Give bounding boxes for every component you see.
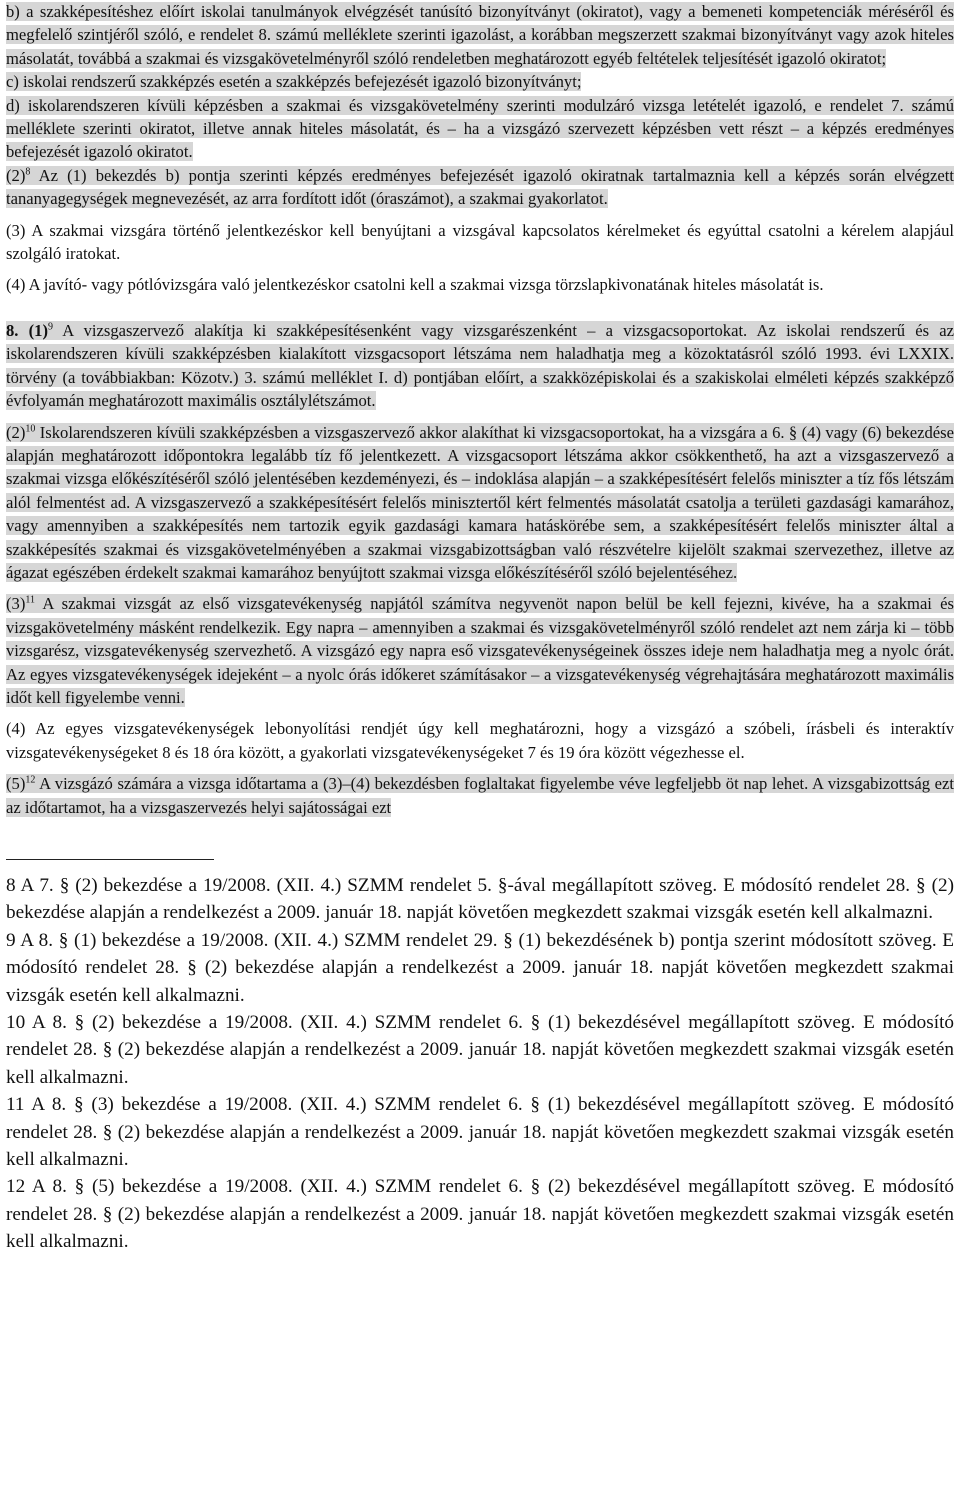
paragraph-text: Iskolarendszeren kívüli szakképzésben a vizsgaszervező akkor alakíthat ki vizsgacsoportokat, ha a vizsgára a 6. § (4) vagy (6) bekezdése alapján meghatározott időpontokra legalább tíz fő jelentkezett. A vizsgacsoport létszáma akkor csökkenthető, ha azt a vizsgaszervező a szakmai vizsga előkészítéséről szóló jelentésében kezdeményezi, és – indoklása alapján – a szakképesítésért felelős miniszter a tíz fős létszám alól felmentést ad. A vizsgaszervező a szakképesítésért felelős minisztertől kért felmentés másolatát csatolja a területi gazdasági kamarához, vagy amennyiben a szakképesítés nem tartozik egyik gazdasági kamara hatáskörébe sem, a szakképesítésért felelős miniszter által a szakképesítés szakmai és vizsgakövetelményében a szakmai vizsgabizottságban való részvételre kijelölt szakmai szervezethez, illetve az ágazat egészében érdekelt szakmai kamarához benyújtott szakmai vizsga előkészítéséről szóló bejelentéséhez.	[6, 422, 954, 582]
footnote-ref[interactable]: 11	[25, 594, 35, 606]
spacer	[6, 584, 954, 592]
paragraph-text: Az egyes vizsgatevékenységek lebonyolítási rendjét úgy kell meghatározni, hogy a vizsgázó a szóbeli, írásbeli és interaktív vizsgatevékenységeket 8 és 18 óra között, a gyakorlati vizsgatevékenységeket 7 és 19 óra között végezhesse el.	[6, 719, 954, 762]
spacer	[6, 211, 954, 219]
spacer	[6, 709, 954, 717]
footnote-8: 8 A 7. § (2) bekezdése a 19/2008. (XII. 4.) SZMM rendelet 5. §-ával megállapított szöveg. E módosító rendelet 28. § (2) bekezdése alapján a rendelkezést a 2009. január 18. napját követően megkezdett szakmai vizsgák esetén kell alkalmazni.	[6, 875, 954, 924]
paragraph-lead	[6, 423, 954, 582]
paragraph-lead	[6, 774, 954, 816]
paragraph-8-2	[6, 421, 954, 585]
paragraph-lead	[6, 321, 954, 410]
paragraph-1c	[6, 70, 954, 93]
paragraph-7-2	[6, 164, 954, 211]
paragraph-number: (2)	[6, 165, 26, 185]
paragraph-text: A vizsgázó számára a vizsga időtartama a (3)–(4) bekezdésben foglaltakat figyelembe véve legfeljebb öt nap lehet. A vizsgabizottság ezt az időtartamot, ha a vizsgaszervezés helyi sajátosságai ezt	[6, 774, 954, 817]
footnote-ref[interactable]: 9	[48, 321, 54, 333]
footnotes	[6, 872, 954, 1256]
footnote-separator	[6, 859, 214, 860]
footnote-11: 11 A 8. § (3) bekezdése a 19/2008. (XII. 4.) SZMM rendelet 6. § (1) bekezdésével megállapított szöveg. E módosító rendelet 28. § (2) bekezdése alapján a rendelkezést a 2009. január 18. napját követően megkezdett szakmai vizsgák esetén kell alkalmazni.	[6, 1094, 954, 1171]
footnote-9: 9 A 8. § (1) bekezdése a 19/2008. (XII. 4.) SZMM rendelet 29. § (1) bekezdésének b) pontja szerint módosított szöveg. E módosító rendelet 28. § (2) bekezdése alapján a rendelkezést a 2009. január 18. napját követően megkezdett szakmai vizsgák esetén kell alkalmazni.	[6, 929, 954, 1006]
paragraph-number: (4)	[6, 275, 26, 295]
spacer	[6, 764, 954, 772]
body-text	[6, 0, 954, 819]
paragraph-text: A szakmai vizsgára történő jelentkezéskor kell benyújtani a vizsgával kapcsolatos kérelmeket és egyúttal csatolni a kérelem alapjául szolgáló iratokat.	[6, 220, 954, 264]
paragraph-7-3	[6, 219, 954, 266]
paragraph-text: A szakmai vizsgát az első vizsgatevékenység napjától számítva negyvenöt napon belül be kell fejezni, kivéve, ha a szakmai és vizsgakövetelmény másként rendelkezik. Egy napra – amennyiben a szakmai és vizsgakövetelményről szóló rendelet azt nem zárja ki – több vizsgarész, vizsgatevékenység szervezhető. A vizsgázó egy napra eső vizsgatevékenységeinek összes ideje nem haladhatja meg a nyolc órát. Az egyes vizsgatevékenységek idejeként – a nyolc órás időkeret számításakor – a vizsgatevékenység végrehajtására meghatározott maximális időt kell figyelembe venni.	[6, 594, 954, 707]
paragraph-number: 8. (1)	[6, 320, 49, 340]
paragraph-text: c) iskolai rendszerű szakképzés esetén a szakképzés befejezését igazoló bizonyítványt;	[6, 72, 582, 92]
paragraph-8-1	[6, 319, 954, 413]
paragraph-7-4	[6, 273, 954, 296]
paragraph-text: A vizsgaszervező alakítja ki szakképesítésenként vagy vizsgarészenként – a vizsgacsoportokat. Az iskolai rendszerű és az iskolarendszeren kívüli szakképzésben kialakított vizsgacsoport létszáma nem haladhatja meg a közoktatásról szóló 1993. évi LXXIX. törvény (a továbbiakban: Közotv.) 3. számú melléklet I. d) pontjában előírt, a szakközépiskolai és a szakiskolai elméleti képzés szakképző évfolyamán meghatározott maximális osztálylétszámot.	[6, 320, 954, 411]
paragraph-8-3	[6, 592, 954, 709]
footnote-ref[interactable]: 10	[25, 422, 36, 434]
paragraph-lead	[6, 166, 954, 208]
paragraph-number: (5)	[6, 774, 26, 794]
paragraph-8-5	[6, 772, 954, 819]
paragraph-8-4	[6, 717, 954, 764]
spacer	[6, 265, 954, 273]
paragraph-number: (2)	[6, 422, 26, 442]
document-page	[6, 0, 954, 1256]
paragraph-1d	[6, 94, 954, 164]
paragraph-text: d) iskolarendszeren kívüli képzésben a szakmai és vizsgakövetelmény szerinti modulzáró vizsga letételét igazoló, e rendelet 7. számú melléklete szerinti okiratot, illetve annak hiteles másolatát, és – ha a vizsgázó szervezett képzésben vett részt – a képzés eredményes befejezését igazoló okiratot.	[6, 95, 954, 162]
footnote-ref[interactable]: 8	[25, 166, 31, 178]
spacer	[6, 413, 954, 421]
paragraph-number: (3)	[6, 220, 26, 240]
spacer	[6, 297, 954, 319]
footnote-ref[interactable]: 12	[25, 774, 36, 786]
paragraph-lead	[6, 594, 954, 707]
paragraph-text: b) a szakképesítéshez előírt iskolai tanulmányok elvégzését tanúsító bizonyítványt (okiratot), vagy a bemeneti kompetenciák méréséről és megfelelő szintjéről szóló, e rendelet 8. számú melléklete szerinti igazolást, a korábban megszerzett szakmai bizonyítványt vagy azok hiteles másolatát, továbbá a szakmai és vizsgakövetelményről szóló rendeletben meghatározott egyéb feltételek teljesítését igazoló okiratot;	[6, 2, 954, 68]
paragraph-number: (3)	[6, 594, 26, 614]
footnote-12: 12 A 8. § (5) bekezdése a 19/2008. (XII. 4.) SZMM rendelet 6. § (2) bekezdésével megállapított szöveg. E módosító rendelet 28. § (2) bekezdése alapján a rendelkezést a 2009. január 18. napját követően megkezdett szakmai vizsgák esetén kell alkalmazni.	[6, 1176, 954, 1253]
paragraph-1b	[6, 0, 954, 70]
paragraph-number: (4)	[6, 719, 26, 739]
paragraph-text: Az (1) bekezdés b) pontja szerinti képzés eredményes befejezését igazoló okiratnak tartalmaznia kell a képzés során elvégzett tananyagegységek megnevezését, az arra fordított időt (óraszámot), a szakmai gyakorlatot.	[6, 165, 954, 209]
footnote-10: 10 A 8. § (2) bekezdése a 19/2008. (XII. 4.) SZMM rendelet 6. § (1) bekezdésével megállapított szöveg. E módosító rendelet 28. § (2) bekezdése alapján a rendelkezést a 2009. január 18. napját követően megkezdett szakmai vizsgák esetén kell alkalmazni.	[6, 1012, 954, 1088]
paragraph-text: A javító- vagy pótlóvizsgára való jelentkezéskor csatolni kell a szakmai vizsga törzslapkivonatának hiteles másolatát is.	[25, 275, 824, 295]
